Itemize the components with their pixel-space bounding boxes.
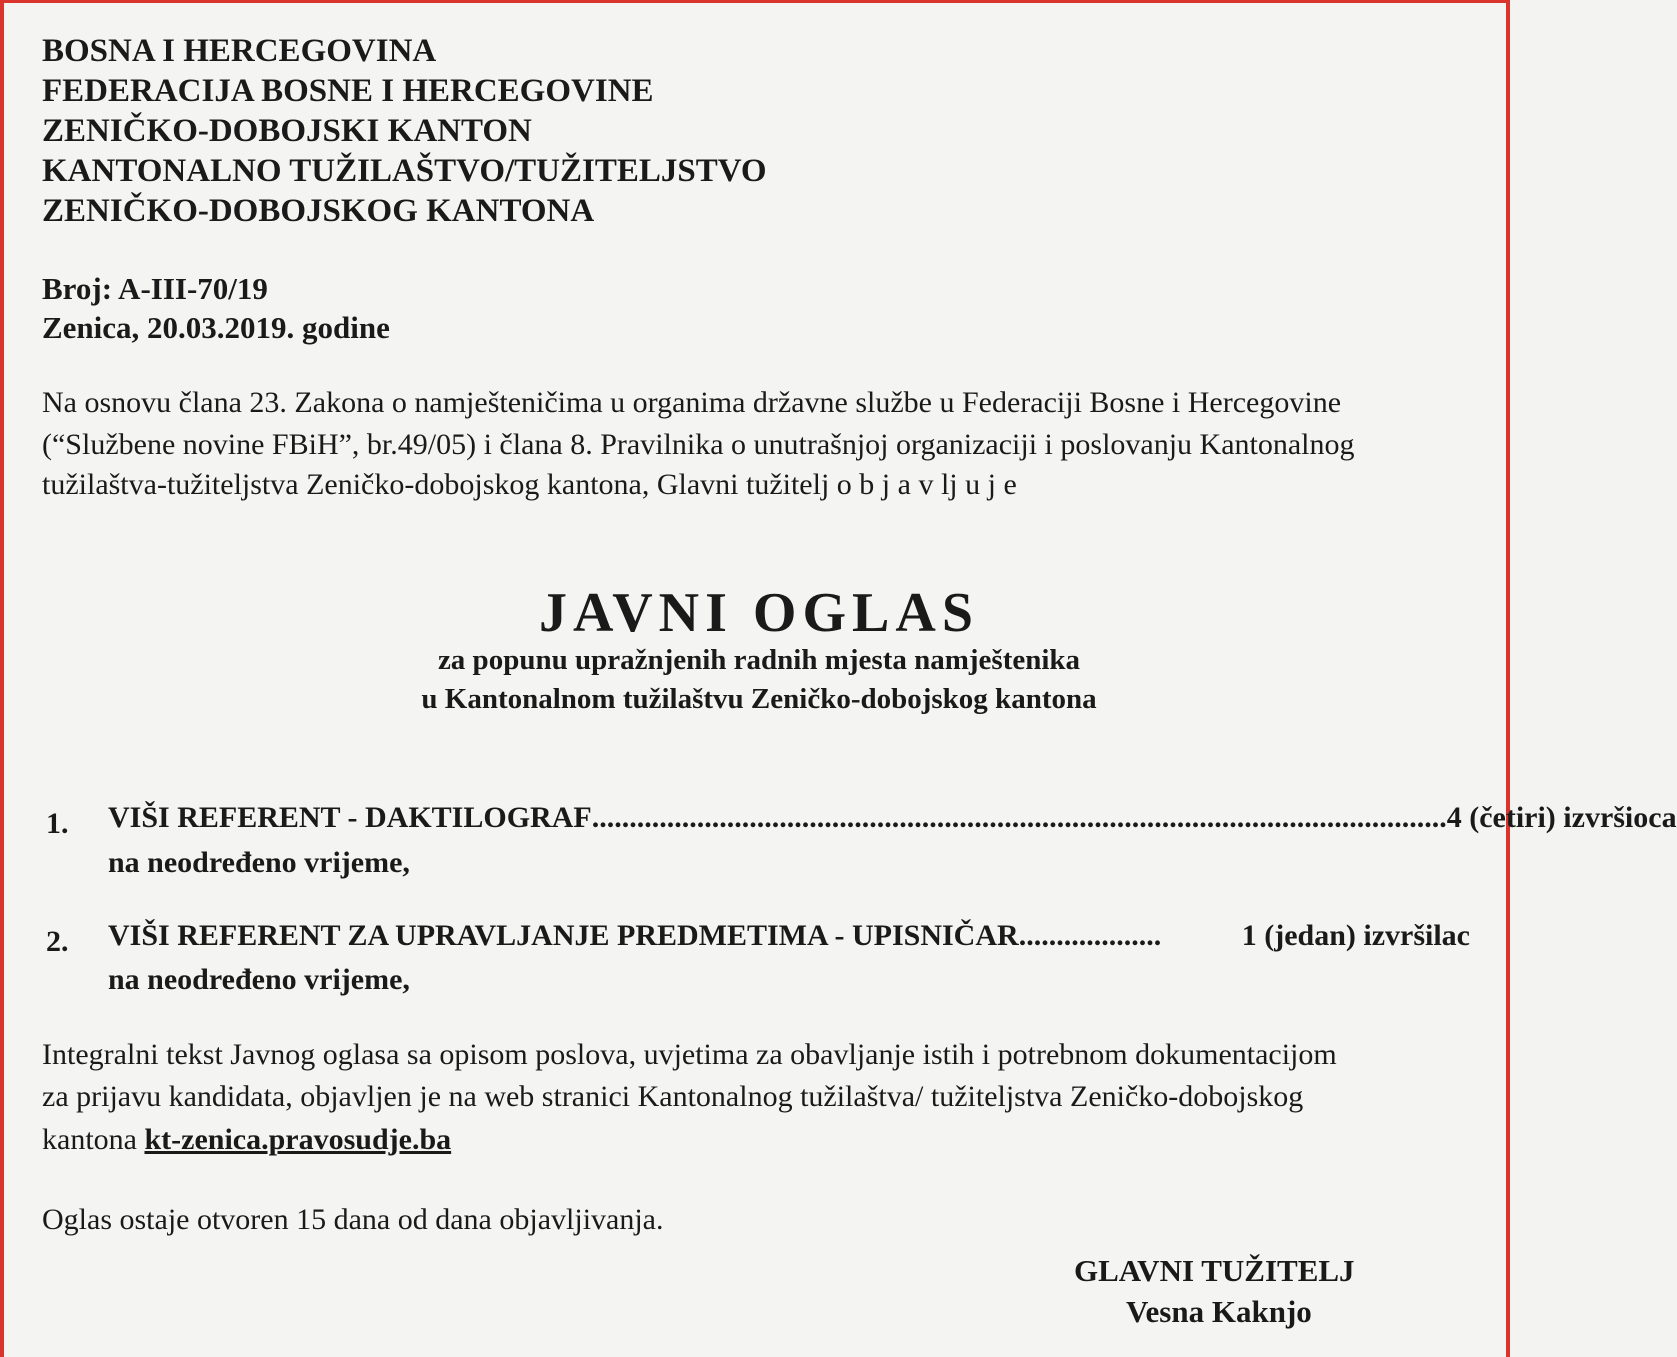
position-count: 1 (jedan) izvršilac <box>1241 919 1470 952</box>
position-count: 4 (četiri) izvršioca <box>1446 801 1677 834</box>
intro-line-1: Na osnovu člana 23. Zakona o namješteničima u organima državne službe u Federaciji Bosne i Hercegovine <box>42 386 1342 419</box>
website-link[interactable]: kt-zenica.pravosudje.ba <box>144 1123 452 1156</box>
position-term: na neodređeno vrijeme, <box>108 963 410 996</box>
position-leader: ................... <box>1018 919 1162 952</box>
signature-name: Vesna Kaknjo <box>1126 1294 1312 1329</box>
position-number: 2. <box>46 925 69 958</box>
position-leader: .................................................................................................................. <box>591 801 1447 834</box>
place-date: Zenica, 20.03.2019. godine <box>42 310 390 345</box>
integral-line-1: Integralni tekst Javnog oglasa sa opisom poslova, uvjetima za obavljanje istih i potrebnom dokumentacijom <box>42 1038 1337 1071</box>
integral-line-3 <box>42 1120 451 1160</box>
header-office: KANTONALNO TUŽILAŠTVO/TUŽITELJSTVO <box>42 153 767 189</box>
intro-line-2: (“Službene novine FBiH”, br.49/05) i člana 8. Pravilnika o unutrašnjoj organizaciji i poslovanju Kantonalnog <box>42 428 1355 461</box>
header-office-canton: ZENIČKO-DOBOJSKOG KANTONA <box>42 193 595 229</box>
position-title: VIŠI REFERENT ZA UPRAVLJANJE PREDMETIMA - UPISNIČAR <box>108 919 1019 952</box>
intro-line-3: tužilaštva-tužiteljstva Zeničko-dobojskog kantona, Glavni tužitelj o b j a v lj u j e <box>42 468 1017 501</box>
header-canton: ZENIČKO-DOBOJSKI KANTON <box>42 113 532 149</box>
position-title: VIŠI REFERENT - DAKTILOGRAF <box>108 801 592 834</box>
integral-line-3-prefix: kantona <box>42 1123 145 1156</box>
position-term: na neodređeno vrijeme, <box>108 846 410 879</box>
notice-title: JAVNI OGLAS <box>539 582 979 644</box>
open-notice: Oglas ostaje otvoren 15 dana od dana objavljivanja. <box>42 1203 664 1236</box>
position-row <box>108 919 1470 953</box>
document-number: Broj: A-III-70/19 <box>42 271 268 306</box>
integral-line-2: za prijavu kandidata, objavljen je na web stranici Kantonalnog tužilaštva/ tužiteljstva Zeničko-dobojskog <box>42 1080 1304 1113</box>
header-country: BOSNA I HERCEGOVINA <box>42 33 437 69</box>
position-row <box>108 801 1677 835</box>
notice-subtitle-1: za popunu upražnjenih radnih mjesta namještenika <box>437 644 1081 676</box>
notice-subtitle-2: u Kantonalnom tužilaštvu Zeničko-dobojskog kantona <box>421 683 1097 715</box>
position-number: 1. <box>46 807 69 840</box>
signature-role: GLAVNI TUŽITELJ <box>1074 1253 1355 1288</box>
header-federation: FEDERACIJA BOSNE I HERCEGOVINE <box>42 73 654 109</box>
